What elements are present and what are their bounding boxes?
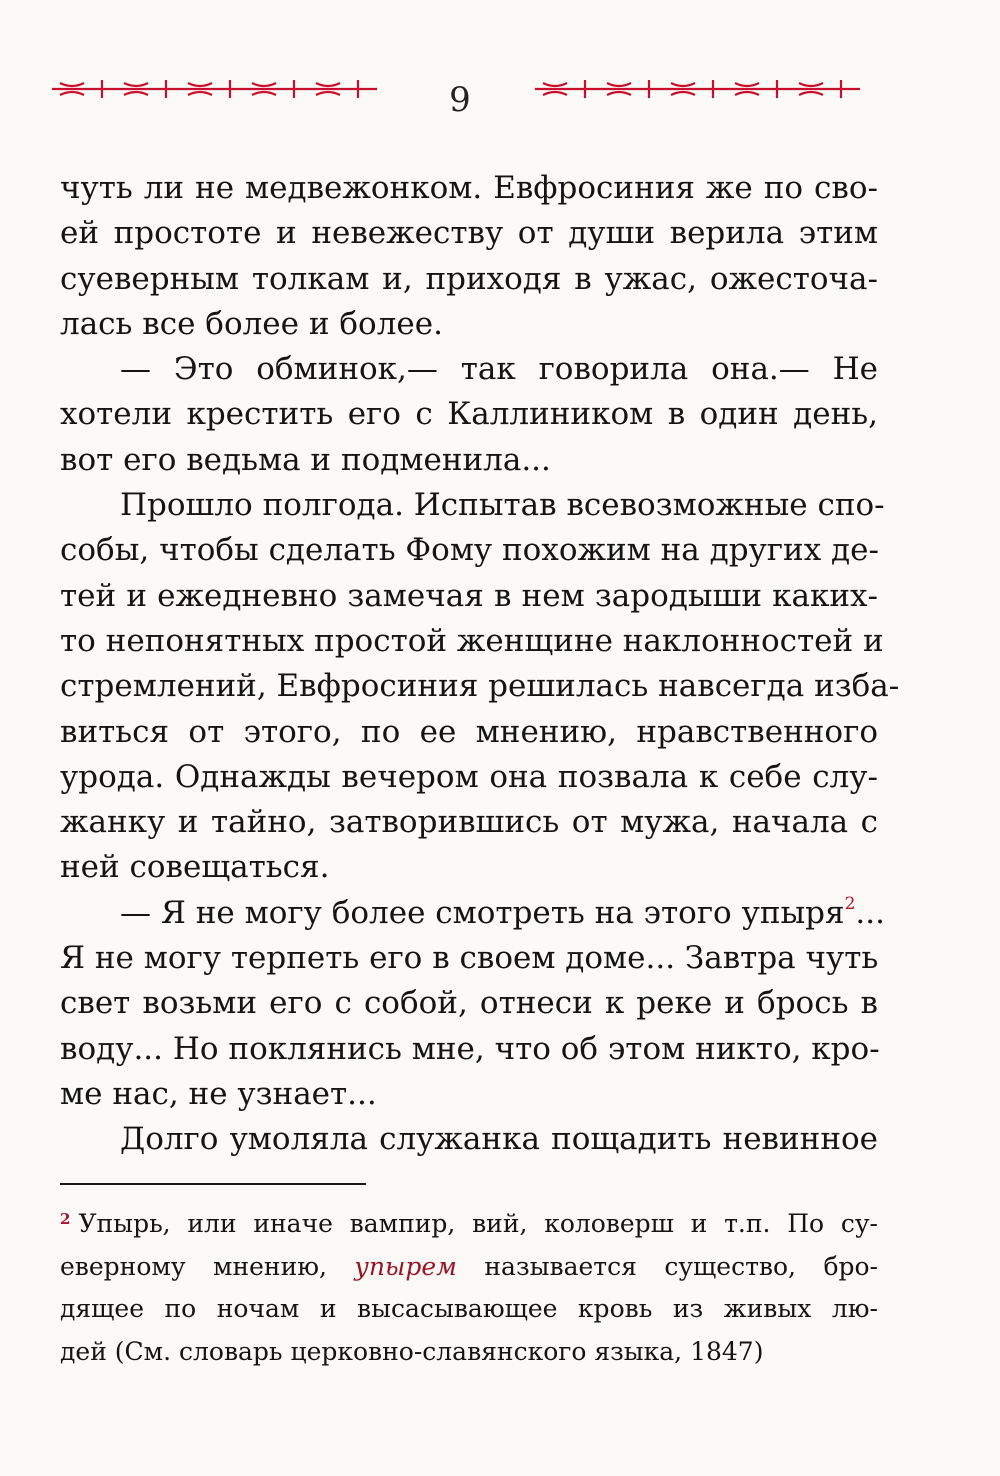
text-line: ме нас, не узнает... <box>60 1075 377 1112</box>
footnote-reference[interactable]: 2 <box>844 893 856 914</box>
text-line: чуть ли не медвежонком. Евфросиния же по сво- <box>60 170 878 206</box>
footnote-text: называется существо, бро- <box>484 1251 878 1281</box>
footnote <box>60 1203 878 1373</box>
text-line: свет возьми его с собой, отнеси к реке и брось в <box>60 985 878 1022</box>
text-line: урода. Однажды вечером она позвала к себе слу- <box>60 758 878 795</box>
text-line: виться от этого, по ее мнению, нравственного <box>60 713 878 750</box>
page-number: 9 <box>449 80 471 120</box>
text-line: воду... Но поклянись мне, что об этом никто, кро- <box>60 1030 880 1067</box>
footnote-line: дей (См. словарь церковно-славянского языка, 1847) <box>60 1336 764 1366</box>
text-line: Прошло полгода. Испытав всевозможные спо- <box>120 487 885 524</box>
text-line: вот его ведьма и подменила... <box>60 441 551 478</box>
footnote-emphasis: упырем <box>354 1251 457 1281</box>
text-line: тей и ежедневно замечая в нем зародыши каких- <box>60 577 878 614</box>
text-line: суеверным толкам и, приходя в ужас, ожесточа- <box>60 260 878 297</box>
text-line: жанку и тайно, затворившись от мужа, начала с <box>60 804 878 841</box>
text-line: — Это обминок,— так говорила она.— Не <box>120 351 878 388</box>
footnote-text: Упырь, или иначе вампир, вий, коловерш и т.п. По су- <box>78 1209 878 1238</box>
footnote-line: дящее по ночам и высасывающее кровь из живых лю- <box>60 1294 878 1323</box>
text-line-part: — Я не могу более смотреть на этого упыря <box>120 894 845 931</box>
header-ornament-left-icon <box>52 76 377 102</box>
text-line: ей простоте и невежеству от души верила этим <box>60 215 878 252</box>
text-line: Долго умоляла служанка пощадить невинное <box>120 1121 878 1158</box>
text-line: собы, чтобы сделать Фому похожим на других де- <box>60 532 879 569</box>
text-line-tail: ... <box>855 894 885 931</box>
footnote-line <box>60 1246 878 1289</box>
footnote-number: 2 <box>60 1210 71 1228</box>
text-line: хотели крестить его с Каллиником в один день, <box>60 396 878 433</box>
footnote-divider <box>60 1183 366 1185</box>
header-ornament-right-icon <box>535 76 860 102</box>
text-line: лась все более и более. <box>60 305 443 342</box>
text-line: стремлений, Евфросиния решилась навсегда изба- <box>60 668 900 705</box>
text-line: Я не могу терпеть его в своем доме... Завтра чуть <box>60 940 879 977</box>
text-line: то непонятных простой женщине наклонностей и <box>60 622 884 659</box>
footnote-text: еверному мнению, <box>60 1251 327 1281</box>
footnote-line <box>60 1203 878 1246</box>
text-line: ней совещаться. <box>60 849 330 886</box>
text-line-with-footnote <box>60 891 885 936</box>
body-text <box>60 166 900 1163</box>
